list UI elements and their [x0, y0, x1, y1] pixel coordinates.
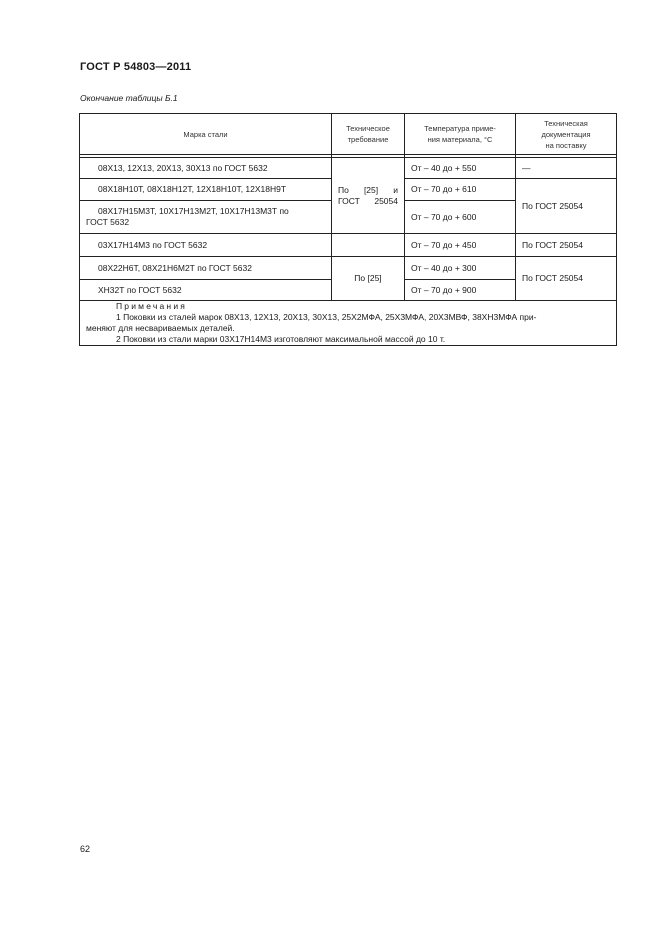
requirement-cell: По [25] и ГОСТ 25054: [332, 158, 405, 234]
table-row: [80, 158, 617, 179]
grade-cell: 08Х22Н6Т, 08Х21Н6М2Т по ГОСТ 5632: [80, 257, 332, 280]
column-header-requirement: Техническое требование: [332, 114, 405, 155]
column-header-temperature: Температура приме- ния материала, °С: [405, 114, 516, 155]
temperature-cell: От – 40 до + 300: [405, 257, 516, 280]
documentation-cell: —: [516, 158, 617, 179]
document-code: ГОСТ Р 54803—2011: [80, 61, 192, 73]
grade-cell: 08Х18Н10Т, 08Х18Н12Т, 12Х18Н10Т, 12Х18Н9Т: [80, 179, 332, 201]
grade-cell: 03Х17Н14М3 по ГОСТ 5632: [80, 234, 332, 257]
documentation-cell: По ГОСТ 25054: [516, 257, 617, 301]
temperature-cell: От – 70 до + 900: [405, 280, 516, 301]
table-caption: Окончание таблицы Б.1: [80, 93, 178, 103]
temperature-cell: От – 70 до + 610: [405, 179, 516, 201]
temperature-cell: От – 70 до + 450: [405, 234, 516, 257]
grade-cell: ХН32Т по ГОСТ 5632: [80, 280, 332, 301]
requirement-cell: По [25]: [332, 257, 405, 301]
steel-grades-table: [79, 113, 617, 346]
notes-row: [80, 301, 617, 346]
grade-cell: 08Х17Н15М3Т, 10Х17Н13М2Т, 10Х17Н13М3Т по ГОСТ 5632: [80, 201, 332, 234]
page-number: 62: [80, 844, 91, 854]
note-1-continued: меняют для несвариваемых деталей.: [86, 323, 235, 333]
temperature-cell: От – 70 до + 600: [405, 201, 516, 234]
column-header-grade: Марка стали: [80, 114, 332, 155]
table-row: [80, 257, 617, 280]
requirement-cell: [332, 234, 405, 257]
table-header-row: [80, 114, 617, 155]
temperature-cell: От – 40 до + 550: [405, 158, 516, 179]
notes-title: Примечания: [116, 301, 188, 311]
column-header-documentation: Техническая документация на поставку: [516, 114, 617, 155]
notes-cell: [80, 301, 617, 346]
grade-cell: 08Х13, 12Х13, 20Х13, 30Х13 по ГОСТ 5632: [80, 158, 332, 179]
note-2: 2 Поковки из стали марки 03Х17Н14М3 изготовляют максимальной массой до 10 т.: [116, 334, 446, 344]
table-row: [80, 234, 617, 257]
note-1: 1 Поковки из сталей марок 08Х13, 12Х13, 20Х13, 30Х13, 25Х2МФА, 25Х3МФА, 20Х3МВФ, 38ХН3МФА при-: [116, 312, 537, 322]
documentation-cell: По ГОСТ 25054: [516, 234, 617, 257]
documentation-cell: По ГОСТ 25054: [516, 179, 617, 234]
